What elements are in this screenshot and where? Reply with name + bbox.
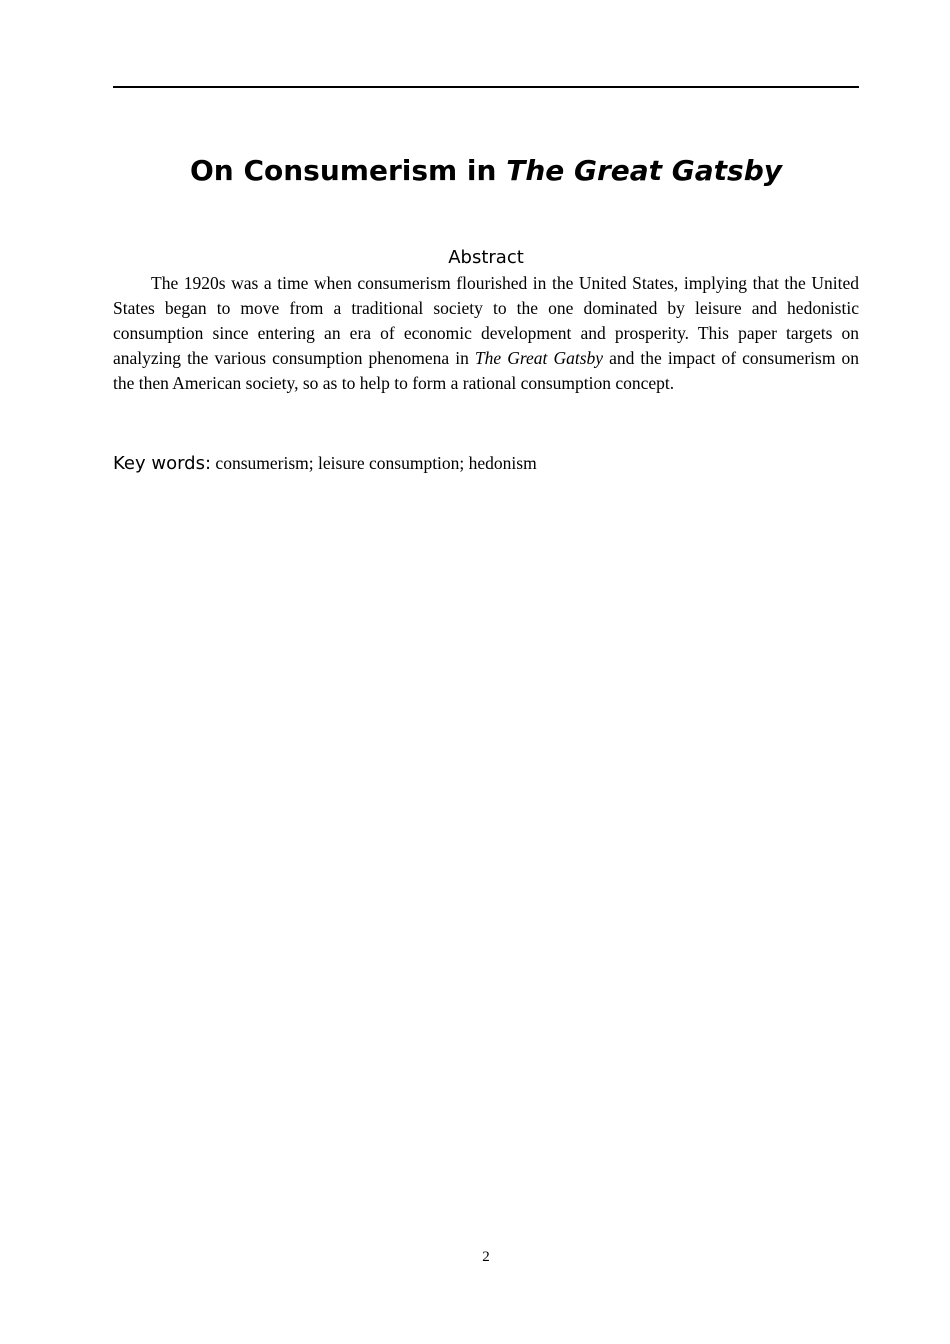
keywords-text: consumerism; leisure consumption; hedonism xyxy=(211,453,537,473)
keywords-line xyxy=(113,451,859,477)
abstract-body xyxy=(113,271,859,396)
abstract-heading: Abstract xyxy=(448,247,524,268)
abstract-text-italic: The Great Gatsby xyxy=(474,348,604,368)
page-number: 2 xyxy=(482,1249,490,1265)
paper-title xyxy=(113,152,859,190)
header-rule xyxy=(113,86,859,88)
abstract-text-part2: and the impact of consumerism on the then American society, so as to help to form a rational consumption concept. xyxy=(113,348,859,393)
title-italic: The Great Gatsby xyxy=(506,154,783,187)
title-prefix: On Consumerism in xyxy=(189,154,507,187)
abstract-text-part1: The 1920s was a time when consumerism flourished in the United States, implying that the United States began to move from a traditional society to the one dominated by leisure and hedonistic consumption since entering an era of economic development and prosperity. This paper targets on analyzing the various consumption phenomena in xyxy=(113,273,859,368)
keywords-label: Key words: xyxy=(113,453,212,474)
